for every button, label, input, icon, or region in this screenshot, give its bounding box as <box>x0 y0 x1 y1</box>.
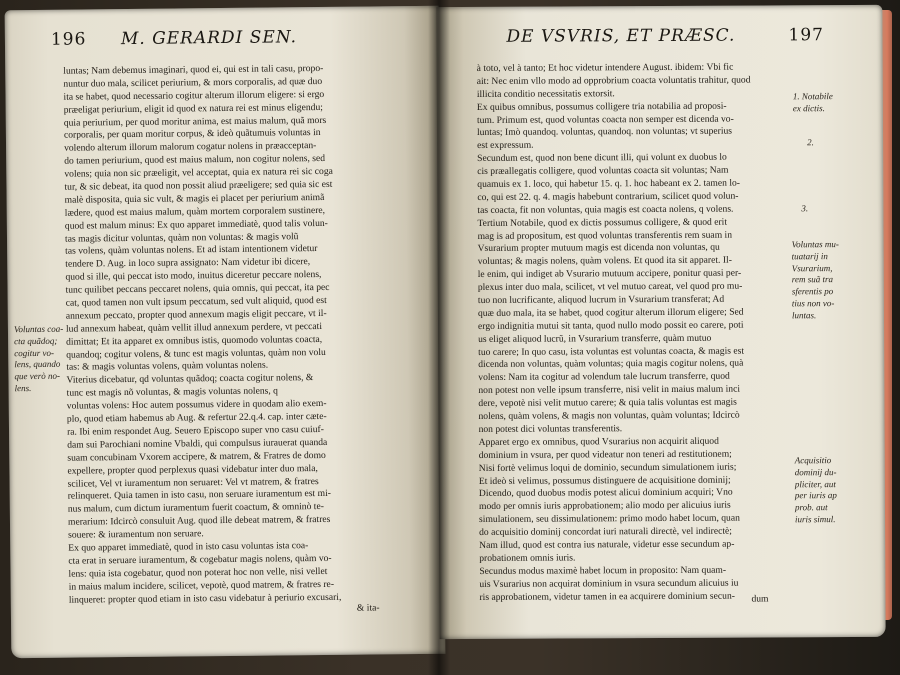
text-line: le enim, qui indiget ab Vsurario mutuum accipere, ponitur quasi per- <box>477 267 742 281</box>
right-margin-note <box>792 239 840 322</box>
text-line: præeligat periurium, eligit id quod ex natura rei est minus eligendu; <box>63 101 323 116</box>
text-line: mag is ad propositum, est quod voluntas transferentis rem suam in <box>477 229 733 242</box>
right-margin-note <box>795 455 837 526</box>
text-line: tuatarij in <box>791 250 828 262</box>
text-line: sferentis po <box>791 286 834 297</box>
text-line: Voluntas coa- <box>13 323 64 335</box>
text-line: pliciter, aut <box>794 478 836 489</box>
text-line: iuris simul. <box>795 514 836 525</box>
text-line: annexum peccato, propter quod annexum magis eligit peccare, vt il- <box>65 307 327 322</box>
text-line: in maius malum incidere, scilicet, vepotè, quod matrem, & fratres re- <box>68 578 335 593</box>
text-line: lædere, quod est maius malum, quàm mortem corporalem sustinere, <box>64 204 326 219</box>
text-line: est expressum. <box>477 140 534 152</box>
text-line: plexus inter duo mala, scilicet, vt vel mutuo careat, vel quod pro mu- <box>477 280 743 294</box>
text-line: voluntas volens: Hoc autem possumus videre in quodam alio exem- <box>66 398 327 412</box>
text-line: cta erat in seruare iuramentum, & cogebatur magis nolens, quàm vo- <box>68 552 332 567</box>
text-line: nus malum, cum dictum iuramentum fuerit coactum, & omninò te- <box>67 501 324 515</box>
text-line: dicenda non voluntas, quàm voluntas; quia magis cogitur nolens, quà <box>478 358 744 371</box>
text-line: quandoq; cogitur volens, & tunc est magis voluntas, quàm non volu <box>66 346 326 361</box>
text-line: à toto, vel à tanto; Et hoc videtur intendere August. ibidem: Vbi fic <box>476 61 734 74</box>
text-line: Nam illud, quod est contra ius naturale, videtur esse secundum ap- <box>479 538 735 551</box>
right-margin-note <box>801 203 808 215</box>
text-line: que verò no- <box>14 370 60 382</box>
text-line: quod est malum minus: Ex quo apparet immediatè, quod talis volun- <box>64 217 328 232</box>
right-margin-note <box>807 137 814 149</box>
text-line: Ex quibus omnibus, possumus colligere tria notabilia ad proposi- <box>476 100 727 113</box>
text-line: tunc est magis nõ voluntas, & magis voluntas nolens, q <box>66 385 278 399</box>
text-line: simulationem, seu dissimulationem: primo modo habet locum, quan <box>479 512 740 526</box>
text-line: quæ duo mala, ita se habet, quod cogitur alterum illorum eligere; Sed <box>477 306 744 319</box>
text-line: cogitur vo- <box>14 347 55 358</box>
text-line: Viterius dicebatur, qd voluntas quãdoq; coacta cogitur nolens, & <box>66 372 314 387</box>
text-line: tius non vo- <box>791 298 835 309</box>
text-line: plo, quod etiam habemus ab Aug. & refertur 22.q.4. cap. inter cæte- <box>66 410 327 425</box>
text-line: quia periurium, per quod moritur anima, est maius malum, quã mors <box>63 114 327 129</box>
text-line: tas coacta, fit non voluntas, quia magis est coacta nolens, q volens. <box>477 203 734 216</box>
text-line: 1. Notabile <box>792 91 833 102</box>
text-line: lud annexum habeat, quàm vellit illud annexum perdere, vt peccati <box>65 320 323 335</box>
text-line: volens; quia non sic præeligit, vel acceptat, quia ex natura rei sic coga <box>64 165 333 180</box>
text-line: luntas; Imò quandoq. voluntas, quandoq. non voluntas; vt superius <box>476 126 733 139</box>
right-catchword: dum <box>751 593 769 605</box>
text-line: tur, & sic debeat, ita quod non possit aliud præeligere; sed quia sic est <box>64 178 333 193</box>
text-line: souere: & iuramentum non seruare. <box>68 528 204 541</box>
text-line: cta quãdoq; <box>14 335 58 347</box>
text-line: quamuis ex 1. loco, qui habetur 15. q. 1. hoc habeant ex 2. tamen lo- <box>477 177 741 190</box>
text-line: Secundum est, quod non bene dicunt illi, qui volunt ex duobus lo <box>477 151 727 165</box>
gutter-shadow <box>428 0 450 675</box>
text-line: corporalis, per quam moritur corpus, & ideò quãtumuis voluntas in <box>63 127 321 142</box>
text-line: merarium: Idcircò consuluit Aug. quod ille debeat matrem, & fratres <box>67 514 331 528</box>
right-margin-note <box>793 91 833 115</box>
text-line: luntas. <box>791 309 817 321</box>
text-line: scilicet, Vel vt iuramentum non seruaret: Vel vt matrem, & fratres <box>67 475 319 490</box>
text-line: illicita conditio necessitatis extorsit. <box>476 88 615 100</box>
text-line: 2. <box>807 137 814 148</box>
text-line: dominium in vsura, per quod videatur non teneri ad restitutionem; <box>478 448 732 461</box>
text-line: tas: & magis voluntas volens, quàm voluntas nolens. <box>66 360 269 374</box>
text-line: tendere D. Aug. in loco supra assignato: Nam videtur ibi dicere, <box>65 256 311 271</box>
right-page <box>436 5 885 639</box>
text-line: ait: Nec enim vllo modo ad opprobrium coacta voluntatis trahitur, quod <box>476 74 751 87</box>
left-margin-note <box>14 324 64 395</box>
text-line: tunc quilibet peccans peccaret nolens, quia omnis, qui peccat, ita pec <box>65 282 330 296</box>
text-line: ergo indignitia mutui sit tanta, quod nullo modo possit eo carere, poti <box>477 319 744 332</box>
text-line: prob. aut <box>794 502 828 513</box>
text-line: relinqueret. Quia tamen in isto casu, non seruare iuramentum est mi- <box>67 488 331 503</box>
text-line: Vsurarium propter mutuum magis est dicenda non voluntas, qu <box>477 242 720 255</box>
text-line: Et ideò si velimus, possumus distinguere de acquisitione dominij; <box>478 474 731 487</box>
left-catchword: & ita- <box>356 602 380 614</box>
text-line: tas magis dicitur voluntas, quàm non voluntas: & magis volũ <box>64 230 299 245</box>
text-line: ra. Ibi enim respondet Aug. Seuero Episcopo super vno casu cuiuf- <box>66 423 324 438</box>
text-line: volendo alterum illorum malorum cogatur nolens in præacceptan- <box>64 140 317 155</box>
text-line: dominij du- <box>794 466 837 478</box>
text-line: volens: Nam ita cogitur ad volendum tale lucrum transferre, quod <box>478 371 730 384</box>
right-page-number: 197 <box>788 25 825 46</box>
text-line: do tamen periurium, quod est maius malum, non cogitur nolens, sed <box>64 153 326 167</box>
text-line: Acquisitio <box>794 455 832 466</box>
text-line: Apparet ergo ex omnibus, quod Vsurarius non acquirit aliquod <box>478 435 719 448</box>
text-line: lens, quando <box>14 359 61 370</box>
text-line: Ex quo apparet immediatè, quod in isto casu voluntas ista coa- <box>68 540 309 554</box>
text-line: malè disposita, quia sic vult, & magis ei placet per periurium animã <box>64 191 325 206</box>
text-line: Nisi fortè velimus loqui de dominio, secundum simulationem iuris; <box>478 461 737 474</box>
text-line: modo per omnis iuris approbationem; alio modo per alicuius iuris <box>478 499 731 513</box>
text-line: Dicendo, quod duobus modis potest alicui dominium acquiri; Vno <box>478 487 733 500</box>
text-line: lens: quia ista cogebatur, quod non poterat hoc non velle, nisi vellet <box>68 565 328 580</box>
text-line: ex dictis. <box>792 102 825 114</box>
text-line: Vsurarium, <box>791 262 833 273</box>
text-line: non potest non velle ipsum transferre, nisi velit in maius malum inci <box>478 383 741 397</box>
text-line: dam sui Parochiani nomine Vbaldi, qui compulsus iurauerat quanda <box>67 436 328 451</box>
left-body-text <box>63 62 401 607</box>
text-line: ita se habet, quod necessario cogitur alterum illorum eligere: si ergo <box>63 88 325 103</box>
text-line: per iuris ap <box>794 490 837 501</box>
text-line: quod si ille, qui peccat isto modo, inuitus diceretur peccare nolens, <box>65 269 322 283</box>
text-line: us eliget aliquod lucrũ, in Vsurarium transferre, quàm mutuo <box>478 332 712 345</box>
text-line: Secundus modus maximè habet locum in proposito: Nam quam- <box>479 564 727 577</box>
text-line: suam concubinam Vxorem accipere, & matrem, & Fratres de domo <box>67 449 326 464</box>
text-line: voluntas; & magis nolens, quàm volens. Et quod ita sit apparet. Il- <box>477 254 732 268</box>
text-line: tum. Primum est, quod voluntas coacta non semper est dicenda vo- <box>476 113 734 126</box>
text-line: non potest dici voluntas transferentis. <box>478 423 623 435</box>
text-line: Voluntas mu- <box>791 239 839 250</box>
right-running-title: DE VSVRIS, ET PRÆSC. <box>506 25 736 47</box>
text-line: luntas; Nam debemus imaginari, quod ei, qui est in tali casu, propo- <box>63 62 324 77</box>
text-line: tuo carere; In quo casu, ista voluntas est voluntas coacta, & magis est <box>478 345 745 358</box>
left-running-title: M. GERARDI SEN. <box>120 27 298 50</box>
text-line: probationem omnis iuris. <box>479 552 576 564</box>
text-line: co, qui est 22. q. 4. magis habebunt contrarium, scilicet quod volun- <box>477 190 739 203</box>
right-body-text <box>477 61 792 604</box>
text-line: rem suã tra <box>791 274 833 285</box>
text-line: nolens, quàm volens, & magis non voluntas, quàm voluntas; Idcircò <box>478 409 740 423</box>
left-page-number: 196 <box>50 29 87 50</box>
text-line: ris approbationem, videtur tamen in ea acquirere dominium secun- <box>479 590 735 603</box>
text-line: expellere, propter quod perplexus quasi videbatur inter duo mala, <box>67 462 318 477</box>
text-line: lens. <box>14 383 32 394</box>
text-line: Tertium Notabile, quod ex dictis possumus colligere, & quod erit <box>477 216 728 229</box>
text-line: nuntur duo mala, scilicet periurium, & mors corporalis, ad quæ duo <box>63 75 323 90</box>
text-line: uis Vsurarius non acquirat dominium in vsura secundum alicuius iu <box>479 577 739 590</box>
text-line: dimittat; Et ita apparet ex omnibus istis, quomodo voluntas coacta, <box>66 333 323 348</box>
text-line: do acquisitio dominij concordat iuri naturali directè, vel indirectè; <box>479 525 732 539</box>
text-line: tas volens, quàm voluntas nolens. Et ad istam intentionem videtur <box>65 243 318 258</box>
text-line: cat, quod tamen non vult ipsum peccatum, sed vult aliquid, quod est <box>65 294 327 309</box>
left-page <box>5 6 446 659</box>
text-line: cis præallegatis colligere, quod voluntas coacta sit voluntas; Nam <box>477 164 729 178</box>
text-line: linqueret: propter quod etiam in isto casu videbatur à periurio excusari, <box>68 591 342 606</box>
text-line: dere, vepotè nisi velit mutuo carere; & quia talis voluntas est magis <box>478 396 737 410</box>
text-line: 3. <box>801 203 809 214</box>
text-line: tuo non lucrificante, aliquod lucrum in Vsurarium transferat; Ad <box>477 293 725 306</box>
